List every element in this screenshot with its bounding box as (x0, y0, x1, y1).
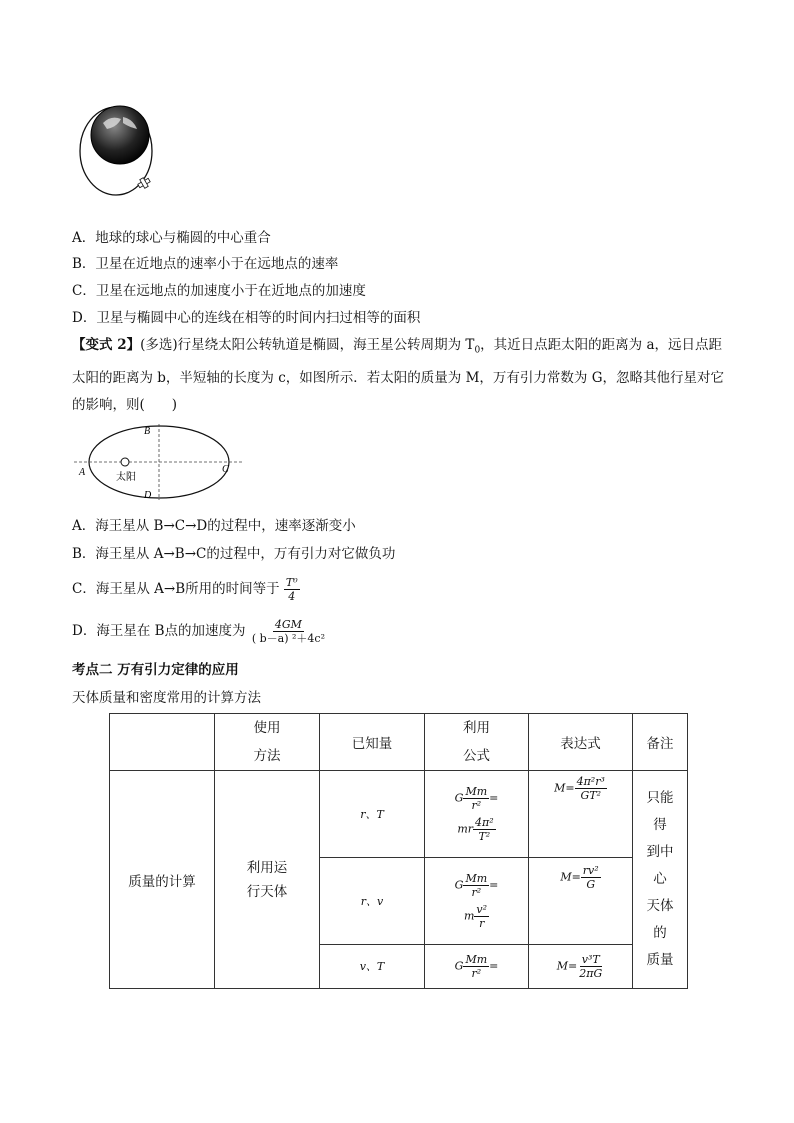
variant-tag: 【变式 2】 (72, 337, 141, 353)
sun-label: 太阳 (116, 472, 136, 483)
header-method: 使用 方法 (215, 714, 320, 771)
sun-orbit-diagram (74, 420, 244, 504)
expr-r-t: M= $\frac{\text{4π²r³}}{\text{GT²}}$ (529, 771, 633, 858)
point-c-label: C (222, 464, 229, 475)
earth-icon (91, 106, 149, 164)
fraction-t0-4: $\frac{\text{T⁰}}{4}$ (285, 576, 298, 603)
fraction-acceleration: $\frac{4GM}{\text{( b－a) ²＋4c²}}$ (251, 618, 325, 645)
variant-option-b: B．海王星从 A→B→C的过程中，万有引力对它做负功 (72, 546, 396, 562)
note-cell: 只能 得 到中 心 天体 的 质量 (633, 771, 688, 989)
section-title: 考点二 万有引力定律的应用 (72, 662, 239, 678)
header-expression: 表达式 (529, 714, 633, 771)
earth-orbit-figure (78, 103, 158, 203)
table-header-row (110, 714, 688, 771)
formula-r-t: G $\frac{Mm}{\text{r²}}$ = mr $\frac{\text{4π²}}{\text{T²}}$ (425, 771, 529, 858)
header-known: 已知量 (320, 714, 425, 771)
mass-calculation-table (109, 713, 688, 989)
section-subtitle: 天体质量和密度常用的计算方法 (72, 690, 261, 706)
header-note: 备注 (633, 714, 688, 771)
formula-r-v: G $\frac{Mm}{\text{r²}}$ = m $\frac{\text{v²}}{r}$ (425, 858, 529, 945)
variant-2-question: 【变式 2】(多选)行星绕太阳公转轨道是椭圆，海王星公转周期为 $T_0$，其近日点距太阳的距离为 a，远日点距太阳的距离为 b，半短轴的长度为 c，如图所示．若太阳的质量为 M，万有引力常数为 G，忽略其他行星对它的影响，则( ) (72, 337, 724, 413)
row-label: 质量的计算 (110, 771, 215, 989)
known-r-v: r、v (320, 858, 425, 945)
header-blank (110, 714, 215, 771)
table-row (110, 771, 688, 858)
variant-option-a: A．海王星从 B→C→D的过程中，速率逐渐变小 (72, 518, 356, 534)
option-d: D．卫星与椭圆中心的连线在相等的时间内扫过相等的面积 (72, 310, 421, 326)
header-formula: 利用 公式 (425, 714, 529, 771)
known-r-t: r、T (320, 771, 425, 858)
sun-icon (121, 458, 129, 466)
point-b-label: B (144, 426, 151, 437)
expr-v-t: M= $\frac{\text{v³T}}{2\pi G}$ (529, 945, 633, 989)
variant-option-d: D．海王星在 B点的加速度为 $\frac{4GM}{\text{( b－a) ²＋4c²}}$ (72, 618, 325, 645)
point-a-label: A (79, 467, 86, 478)
option-a: A．地球的球心与椭圆的中心重合 (72, 230, 271, 246)
option-c: C．卫星在远地点的加速度小于在近地点的加速度 (72, 283, 366, 299)
point-d-label: D (144, 490, 152, 501)
known-v-t: v、T (320, 945, 425, 989)
option-b: B．卫星在近地点的速率小于在远地点的速率 (72, 256, 339, 272)
expr-r-v: M= $\frac{\text{rv²}}{G}$ (529, 858, 633, 945)
method-cell: 利用运 行天体 (215, 771, 320, 989)
variant-option-c: C．海王星从 A→B所用的时间等于 $\frac{\text{T⁰}}{4}$ (72, 576, 298, 603)
formula-v-t: G $\frac{Mm}{\text{r²}}$ = (425, 945, 529, 989)
